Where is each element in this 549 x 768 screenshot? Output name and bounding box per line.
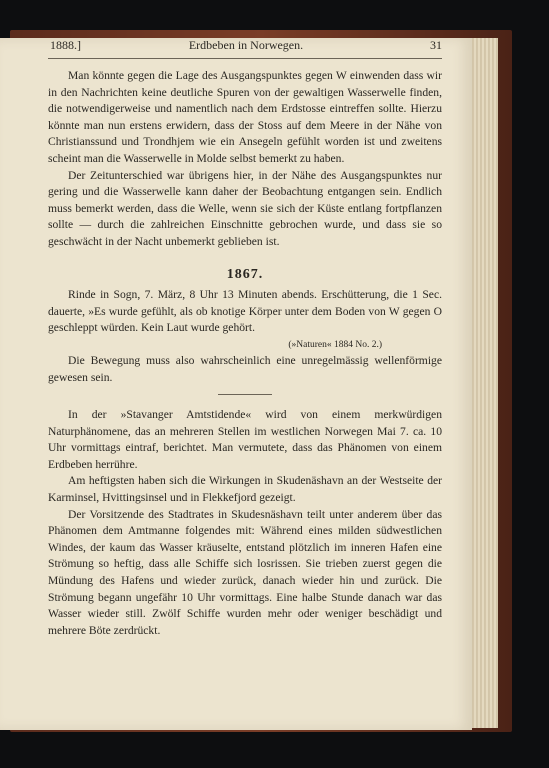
paragraph: Man könnte gegen die Lage des Ausgangspunktes gegen W einwenden dass wir in den Nachrichten keine deutliche Spuren von der gewaltigen Wasserwelle finden, die notwendigerweise und namentlich nach dem Erdstosse eintreffen sollte. Hierzu könnte man nun erstens erwidern, dass der Stoss auf dem Meere in der Nähe von Christianssund und Trondhjem wie ein Ansegeln gefühlt worden ist und zweitens scheint man die Wasserwelle in Molde selbst bemerkt zu haben. <box>48 69 442 165</box>
paragraph: Am heftigsten haben sich die Wirkungen in Skudenäshavn an der Westseite der Karminsel, Hvittingsinsel und in Flekkefjord gezeigt. <box>48 474 442 505</box>
section-separator <box>218 394 272 395</box>
header-title: Erdbeben in Norwegen. <box>188 38 304 52</box>
paragraph: Der Zeitunterschied war übrigens hier, in der Nähe des Ausgangspunktes nur gering und die Wasserwelle kann daher der Beobachtung entgangen sein. Endlich muss bemerkt werden, dass die Welle, wenn sie sich der Küste entlang fortpflanzen sollte — durch die zahlreichen Einschnitte gebrochen wurde, und dass sie so geschwächt in der Nacht unbemerkt geblieben ist. <box>48 168 442 248</box>
year-heading: 1867. <box>226 266 264 282</box>
paragraph: Die Bewegung muss also wahrscheinlich eine unregelmässig wellenförmige gewesen sein. <box>48 353 442 384</box>
header-rule <box>48 58 442 59</box>
paragraph: Rinde in Sogn, 7. März, 8 Uhr 13 Minuten abends. Erschütterung, die 1 Sec. dauerte, »Es wurde gefühlt, als ob knotige Körper unter dem Boden von W gegen O geschleppt würden. Kein Laut wurde gehört. <box>48 288 442 335</box>
header-year: 1888.] <box>50 38 81 52</box>
running-header <box>50 38 442 58</box>
page-number: 31 <box>430 38 442 52</box>
paragraph: Der Vorsitzende des Stadtrates in Skudesnäshavn teilt unter anderem über das Phänomen dem Amtmanne folgendes mit: Während eines milden südwestlichen Windes, der kaum das Wasser kräuselte, entstand plötzlich im inneren Hafen eine Strömung so heftig, dass alle Schiffe sich losrissen. Sie trieben zuerst gegen die Mündung des Hafens und wieder zurück, danach wieder hin und zurück. Die Strömung begann ungefähr 10 Uhr vormittags. Eine halbe Stunde danach war das Wasser wieder still. Zwölf Schiffe wurden mehr oder weniger beschädigt und mehrere Böte zerdrückt. <box>48 507 442 637</box>
paragraph: In der »Stavanger Amtstidende« wird von einem merkwürdigen Naturphänomene, das an mehreren Stellen im westlichen Norwegen Mai 7. ca. 10 Uhr vormittags eintraf, berichtet. Man vermutete, dass das Phänomen von einem Erdbeben herrühre. <box>48 408 442 471</box>
page-body <box>48 68 442 639</box>
source-citation: (»Naturen« 1884 No. 2.) <box>288 339 382 350</box>
